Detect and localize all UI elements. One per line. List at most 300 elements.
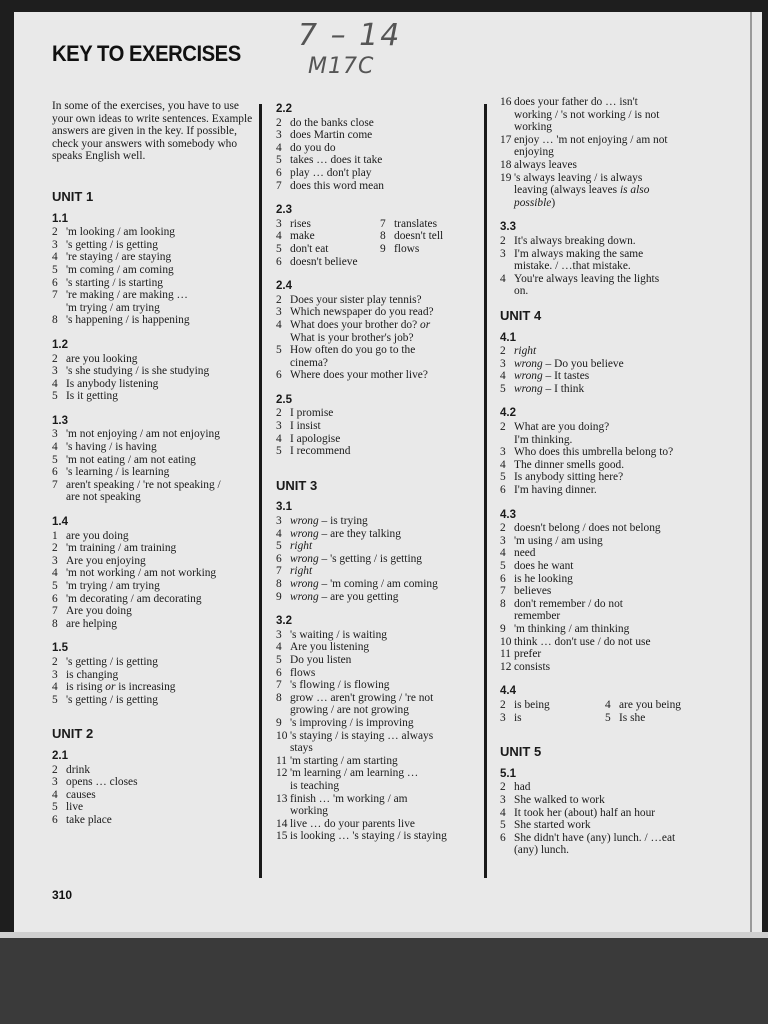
answer-text: does this word mean: [290, 179, 384, 192]
answer-text: Where does your mother live?: [290, 369, 428, 382]
answer-text: Do you listen: [290, 653, 352, 666]
answer-number: 5: [52, 693, 58, 706]
answer-text: finish … 'm working / am: [290, 792, 408, 805]
answer-number: 3: [276, 306, 282, 319]
answer-number: 2: [500, 234, 506, 247]
answer-text: right: [290, 540, 313, 553]
answer-text: think … don't use / do not use: [514, 635, 651, 648]
answer-line: [500, 197, 710, 210]
answer-line: [276, 357, 484, 370]
answer-text: enjoy … 'm not enjoying / am not: [514, 133, 668, 146]
answer-line: [276, 445, 484, 458]
answer-text: 'm using / am using: [514, 534, 603, 547]
answer-line: [52, 277, 257, 290]
answer-line: [52, 681, 257, 694]
answer-number: 3: [276, 628, 282, 641]
answer-number: 16: [500, 96, 512, 108]
answer-number: 7: [52, 478, 58, 491]
answer-text: leaving (always leaves is also: [514, 184, 650, 197]
answer-line: [52, 314, 257, 327]
answer-number: 11: [276, 754, 287, 767]
exercise: [52, 339, 257, 403]
answer-number: 5: [500, 471, 506, 484]
answer-line: [500, 819, 710, 832]
answer-line: [500, 560, 710, 573]
answer-line: [52, 289, 257, 302]
answer-number: 2: [500, 345, 506, 358]
answer-line: [500, 146, 710, 159]
answer-text: It's always breaking down.: [514, 234, 636, 247]
answer-text: causes: [66, 788, 96, 801]
answer-text: live: [66, 801, 84, 814]
exercise: [500, 221, 710, 298]
answer-number: 3: [500, 247, 506, 260]
answer-text: prefer: [514, 648, 542, 661]
exercise-number: 1.3: [52, 414, 68, 427]
answer-number: 3: [52, 428, 58, 441]
answer-number: 4: [500, 458, 506, 471]
answer-number: 4: [276, 432, 282, 445]
answer-text: What does your brother do? or: [290, 318, 431, 331]
answer-number: 5: [500, 382, 506, 395]
answer-text: possible): [514, 196, 556, 209]
answer-line: [500, 807, 710, 820]
answer-number: 4: [52, 788, 58, 801]
answer-number: 10: [276, 729, 288, 742]
answer-line: [52, 264, 257, 277]
answer-line: [276, 407, 484, 420]
answer-number: 10: [500, 635, 512, 648]
answer-row: [276, 243, 484, 256]
answer-text: takes … does it take: [290, 154, 383, 167]
answer-line: [276, 565, 484, 578]
answer-number: [500, 184, 514, 197]
answer-number: 6: [276, 255, 282, 268]
handwritten-note-top: 7 – 14: [298, 18, 402, 53]
answer-number: 2: [276, 293, 282, 306]
answer-number: 6: [276, 369, 282, 382]
answer-number: 8: [500, 597, 506, 610]
answer-line: [276, 540, 484, 553]
answer-text: Is anybody listening: [66, 377, 159, 390]
answer-number: 13: [276, 792, 288, 805]
answer-text: are you being: [619, 698, 681, 711]
answer-number: 4: [500, 806, 506, 819]
answer-number: 3: [276, 420, 282, 433]
answer-text: I'm always making the same: [514, 247, 644, 260]
answer-line: [276, 294, 484, 307]
exercise-number: 4.3: [500, 508, 516, 521]
answer-text: I promise: [290, 407, 334, 420]
answer-number: 7: [276, 679, 282, 692]
answer-line: [500, 471, 710, 484]
answer-text: rises: [290, 217, 311, 230]
answer-line: [276, 818, 484, 831]
exercise-number: 1.1: [52, 212, 68, 225]
answer-number: 18: [500, 158, 512, 171]
exercise: [52, 516, 257, 630]
column-divider: [259, 104, 262, 878]
exercise-number: 2.5: [276, 393, 292, 406]
answer-text: Which newspaper do you read?: [290, 306, 434, 319]
answer-number: 3: [276, 515, 282, 528]
exercise: [276, 394, 484, 458]
answer-number: 4: [500, 272, 506, 285]
answer-text: I apologise: [290, 432, 341, 445]
exercise: [500, 685, 710, 724]
answer-text: 's starting / is starting: [66, 276, 163, 289]
answer-number: 2: [500, 781, 506, 794]
exercise-number: 3.1: [276, 501, 292, 514]
answer-number: 6: [276, 166, 282, 179]
answer-text: is he looking: [514, 572, 573, 585]
answer-line: [500, 260, 710, 273]
answer-number: 2: [52, 226, 58, 239]
exercise-number: 1.4: [52, 516, 68, 529]
answer-text: She walked to work: [514, 793, 605, 806]
answer-number: 2: [52, 352, 58, 365]
answer-number: [52, 491, 66, 504]
answer-number: 3: [52, 554, 58, 567]
answer-text: doesn't tell: [394, 230, 444, 243]
answer-text: wrong – Do you believe: [514, 357, 624, 370]
answer-number: [276, 332, 290, 345]
answer-number: 9: [276, 590, 282, 603]
answer-number: 5: [605, 711, 611, 724]
answer-text: play … don't play: [290, 166, 372, 179]
answer-text: Are you enjoying: [66, 554, 146, 567]
answer-text: does Martin come: [290, 129, 373, 142]
answer-number: 6: [52, 276, 58, 289]
answer-text: working: [514, 121, 552, 134]
answer-text: had: [514, 781, 531, 794]
answer-number: 4: [276, 641, 282, 654]
answer-number: 3: [52, 365, 58, 378]
exercise: [500, 509, 710, 674]
answer-number: 6: [52, 466, 58, 479]
answer-number: 5: [276, 445, 282, 458]
exercise: [276, 204, 484, 268]
answer-text: doesn't believe: [290, 255, 358, 268]
answer-text: Are you listening: [290, 641, 370, 654]
answer-number: 6: [52, 592, 58, 605]
answer-line: [276, 528, 484, 541]
answer-row: [276, 230, 484, 243]
answer-text: always leaves: [514, 158, 577, 171]
answer-number: [500, 434, 514, 447]
answer-number: 5: [52, 453, 58, 466]
answer-number: 5: [276, 540, 282, 553]
answer-line: [276, 755, 484, 768]
answer-number: 6: [276, 666, 282, 679]
answer-number: 7: [380, 217, 386, 230]
answer-line: [52, 580, 257, 593]
answer-number: 2: [500, 698, 506, 711]
answer-number: 6: [52, 813, 58, 826]
answer-text: flows: [290, 666, 316, 679]
answer-line: [276, 654, 484, 667]
answer-number: 6: [276, 552, 282, 565]
answer-text: take place: [66, 813, 112, 826]
answer-number: 6: [500, 831, 506, 844]
exercise: [500, 332, 710, 396]
answer-number: 8: [52, 314, 58, 327]
answer-line: [52, 764, 257, 777]
answer-line: [276, 641, 484, 654]
answer-line: [52, 542, 257, 555]
answer-number: 3: [52, 668, 58, 681]
answer-line: [276, 129, 484, 142]
answer-line: [500, 547, 710, 560]
exercise: [276, 103, 484, 192]
answer-line: [500, 610, 710, 623]
answer-line: [500, 434, 710, 447]
unit-heading: UNIT 2: [52, 726, 94, 742]
intro-paragraph: In some of the exercises, you have to use your own ideas to write sentences. Example answers are given in the key. If possible, check your answers with somebody who speaks English well.: [52, 100, 253, 163]
answer-text: is changing: [66, 668, 119, 681]
answer-line: [276, 717, 484, 730]
answer-line: [500, 134, 710, 147]
answer-number: 8: [276, 578, 282, 590]
answer-line: [500, 794, 710, 807]
answer-number: 8: [52, 617, 58, 630]
answer-text: 'm trying / am trying: [66, 580, 160, 592]
answer-number: 2: [500, 522, 506, 535]
answer-number: 19: [500, 171, 512, 184]
answer-text: 's happening / is happening: [66, 314, 190, 327]
exercise-number: 2.4: [276, 280, 292, 293]
answer-line: [276, 553, 484, 566]
page-title: KEY TO EXERCISES: [52, 41, 241, 66]
answer-number: [500, 197, 514, 210]
answer-line: [52, 789, 257, 802]
answer-text: 'm coming / am coming: [66, 263, 174, 276]
answer-text: 'm not working / am not working: [66, 567, 217, 580]
answer-text: remember: [514, 610, 561, 623]
answer-text: opens … closes: [66, 776, 138, 789]
answer-row: [276, 218, 484, 231]
answer-number: 2: [276, 407, 282, 420]
answer-line: [52, 491, 257, 504]
answer-line: [500, 623, 710, 636]
answer-line: [500, 184, 710, 197]
answer-line: [52, 479, 257, 492]
answer-line: [276, 679, 484, 692]
answer-text: need: [514, 547, 536, 560]
answer-number: 4: [52, 251, 58, 264]
answer-number: 5: [500, 819, 506, 832]
answer-text: 's having / is having: [66, 441, 157, 454]
answer-number: [276, 357, 290, 370]
answer-line: [52, 441, 257, 454]
answer-text: 'm learning / am learning …: [290, 767, 419, 780]
answer-text: working: [290, 805, 328, 818]
answer-number: 2: [276, 116, 282, 129]
answer-text: working / 's not working / is not: [514, 108, 660, 121]
answer-text: is rising or is increasing: [66, 681, 176, 694]
answer-number: 4: [276, 230, 282, 243]
answer-text: [394, 256, 484, 269]
answer-text: wrong – are they talking: [290, 527, 401, 540]
answer-number: 6: [500, 572, 506, 585]
answer-text: 're staying / are staying: [66, 251, 172, 264]
answer-row: [500, 712, 710, 725]
answer-text: 'm looking / am looking: [66, 226, 175, 239]
exercise: [276, 501, 484, 603]
answer-text: stays: [290, 742, 313, 755]
answer-line: [276, 704, 484, 717]
answer-text: 'm not eating / am not eating: [66, 453, 196, 466]
answer-line: [52, 567, 257, 580]
column-2: [276, 103, 484, 843]
answer-line: [500, 96, 710, 109]
answer-line: [500, 285, 710, 298]
answer-number: 4: [500, 370, 506, 383]
exercise: [500, 768, 710, 857]
answer-text: 'm thinking / am thinking: [514, 622, 630, 635]
answer-text: do you do: [290, 141, 336, 154]
answer-text: are you doing: [66, 529, 129, 542]
exercise-number: 3.2: [276, 615, 292, 628]
answer-text: 'm decorating / am decorating: [66, 592, 202, 605]
answer-line: [500, 421, 710, 434]
answer-number: 4: [276, 141, 282, 154]
answer-line: [52, 618, 257, 631]
answer-text: What are you doing?: [514, 421, 610, 434]
answer-line: [276, 830, 484, 843]
exercise: [52, 642, 257, 706]
answer-number: 12: [500, 660, 512, 673]
answer-text: grow … aren't growing / 're not: [290, 691, 434, 704]
answer-number: 5: [276, 344, 282, 357]
answer-number: [276, 805, 290, 818]
column-1: [52, 100, 257, 827]
answer-text: You're always leaving the lights: [514, 272, 660, 285]
answer-line: [52, 669, 257, 682]
answer-line: [52, 656, 257, 669]
answer-number: 3: [276, 129, 282, 142]
answer-line: [52, 454, 257, 467]
exercise-number: 4.1: [500, 331, 516, 344]
answer-text: do the banks close: [290, 116, 374, 129]
answer-text: on.: [514, 285, 529, 298]
answer-line: [500, 661, 710, 674]
answer-line: [500, 273, 710, 286]
answer-text: 's getting / is getting: [66, 693, 158, 706]
answer-text: 'm not enjoying / am not enjoying: [66, 428, 220, 441]
exercise: [500, 407, 710, 496]
answer-text: Is anybody sitting here?: [514, 471, 624, 484]
answer-number: 3: [500, 446, 506, 459]
answer-line: [500, 484, 710, 497]
answer-line: [276, 180, 484, 193]
answer-line: [500, 383, 710, 396]
answer-text: cinema?: [290, 356, 328, 369]
answer-text: flows: [394, 242, 420, 255]
answer-line: [276, 420, 484, 433]
answer-number: 9: [380, 242, 386, 255]
answer-number: [276, 742, 290, 755]
answer-text: does he want: [514, 560, 574, 572]
answer-line: [52, 239, 257, 252]
unit-heading: UNIT 5: [500, 744, 542, 760]
answer-number: [500, 109, 514, 122]
answer-number: 7: [52, 605, 58, 618]
answer-text: The dinner smells good.: [514, 458, 625, 471]
answer-number: 17: [500, 133, 512, 146]
answer-line: [52, 694, 257, 707]
answer-number: 3: [276, 217, 282, 230]
answer-line: [500, 109, 710, 122]
answer-text: 's always leaving / is always: [514, 171, 643, 184]
answer-number: 3: [500, 793, 506, 806]
answer-number: [276, 704, 290, 717]
answer-number: 5: [276, 154, 282, 167]
answer-line: [276, 629, 484, 642]
answer-number: 15: [276, 830, 288, 843]
answer-number: 5: [52, 580, 58, 592]
exercise: [276, 615, 484, 843]
answer-number: 4: [52, 567, 58, 580]
answer-text: translates: [394, 217, 438, 230]
answer-number: 4: [276, 318, 282, 331]
answer-number: 4: [276, 527, 282, 540]
unit-heading: UNIT 4: [500, 307, 542, 323]
answer-line: [500, 358, 710, 371]
answer-text: right: [290, 565, 313, 578]
answer-text: aren't speaking / 're not speaking /: [66, 478, 221, 491]
answer-text: I'm having dinner.: [514, 484, 597, 497]
answer-line: [276, 344, 484, 357]
unit-heading: UNIT 1: [52, 188, 94, 204]
answer-text: does your father do … isn't: [514, 96, 638, 108]
answer-text: I insist: [290, 420, 321, 433]
answer-text: doesn't belong / does not belong: [514, 522, 661, 535]
answer-number: 5: [52, 263, 58, 276]
exercise-number: 2.3: [276, 204, 292, 217]
answer-line: [500, 459, 710, 472]
answer-text: 's she studying / is she studying: [66, 365, 210, 378]
answer-text: are not speaking: [66, 491, 141, 504]
answer-text: is being: [514, 698, 550, 711]
answer-line: [276, 306, 484, 319]
exercise-number: 3.3: [500, 221, 516, 234]
answer-text: 's flowing / is flowing: [290, 679, 390, 692]
scanner-background: [0, 938, 768, 1024]
exercise-number: 4.4: [500, 685, 516, 698]
answer-text: I'm thinking.: [514, 433, 573, 446]
answer-number: [500, 844, 514, 857]
answer-text: don't remember / do not: [514, 597, 623, 610]
answer-number: 6: [500, 484, 506, 497]
answer-line: [276, 667, 484, 680]
answer-number: 3: [500, 711, 506, 724]
answer-line: [500, 648, 710, 661]
answer-line: [52, 555, 257, 568]
answer-number: 7: [276, 565, 282, 578]
answer-text: 'm starting / am starting: [290, 754, 398, 767]
answer-text: wrong – It tastes: [514, 370, 590, 383]
answer-line: [276, 117, 484, 130]
answer-number: 4: [500, 547, 506, 560]
answer-line: [500, 446, 710, 459]
answer-text: wrong – 'm coming / am coming: [290, 578, 438, 590]
answer-line: [52, 251, 257, 264]
answer-number: 8: [380, 230, 386, 243]
answer-number: 11: [500, 648, 511, 661]
answer-line: [500, 535, 710, 548]
exercise-number: 5.1: [500, 767, 516, 780]
